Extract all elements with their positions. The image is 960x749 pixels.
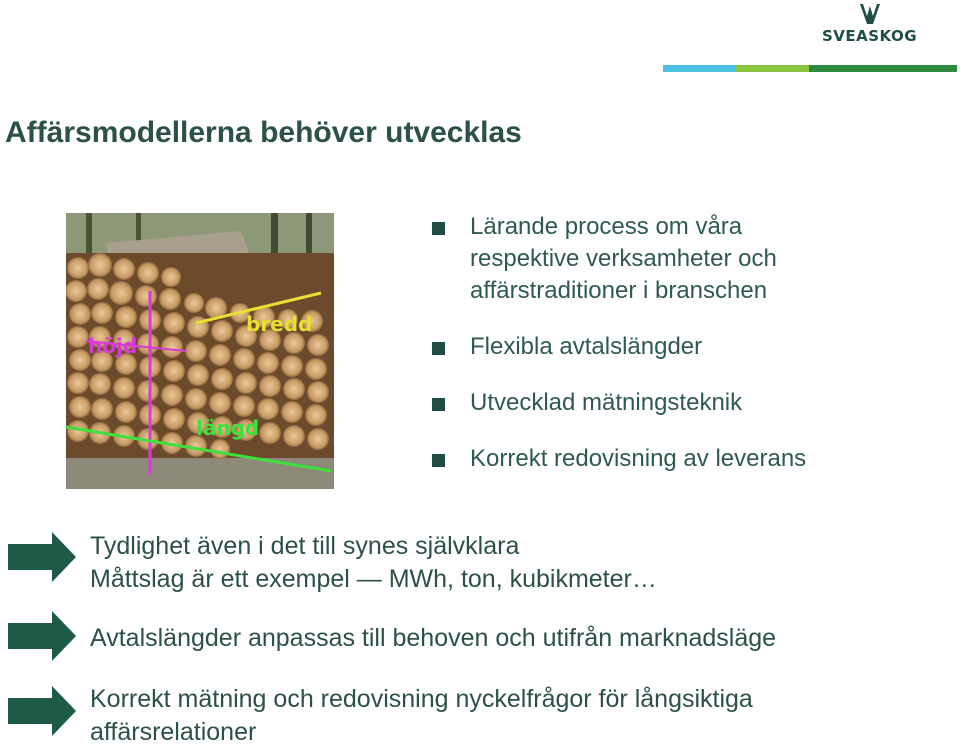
label-length: längd (196, 416, 260, 440)
point-contract-length: Avtalslängder anpassas till behoven och utifrån marknadsläge (90, 624, 777, 652)
tree-emblem-icon (858, 4, 882, 26)
bullet-item: Korrekt redovisning av leverans (432, 443, 952, 475)
sveaskog-logo (812, 4, 927, 44)
arrow-right-icon (8, 611, 76, 661)
slide-title: Affärsmodellerna behöver utvecklas (5, 116, 522, 149)
bullet-list (432, 211, 952, 475)
label-width: bredd (246, 312, 313, 336)
square-bullet-icon (432, 222, 445, 235)
bullet-item: Utvecklad mätningsteknik (432, 387, 952, 419)
arrow-right-icon (8, 532, 76, 582)
square-bullet-icon (432, 398, 445, 411)
arrow-right-icon (8, 686, 76, 736)
logo-wordmark: SVEASKOG (821, 27, 918, 45)
bullet-item: Lärande process om våra respektive verksamheter och affärstraditioner i branschen (432, 211, 952, 307)
stripe-blue (663, 65, 735, 72)
point-clarity: Tydlighet även i det till synes självklara Måttslag är ett exempel — MWh, ton, kubikmeter… (90, 532, 657, 593)
stripe-light-green (735, 65, 809, 72)
point-measurement: Korrekt mätning och redovisning nyckelfrågor för långsiktiga affärsrelationer (90, 685, 753, 746)
square-bullet-icon (432, 342, 445, 355)
square-bullet-icon (432, 454, 445, 467)
label-height: höjd (88, 334, 138, 358)
stripe-dark-green (809, 65, 957, 72)
bullet-item: Flexibla avtalslängder (432, 331, 952, 363)
timber-stack-photo (66, 213, 334, 489)
